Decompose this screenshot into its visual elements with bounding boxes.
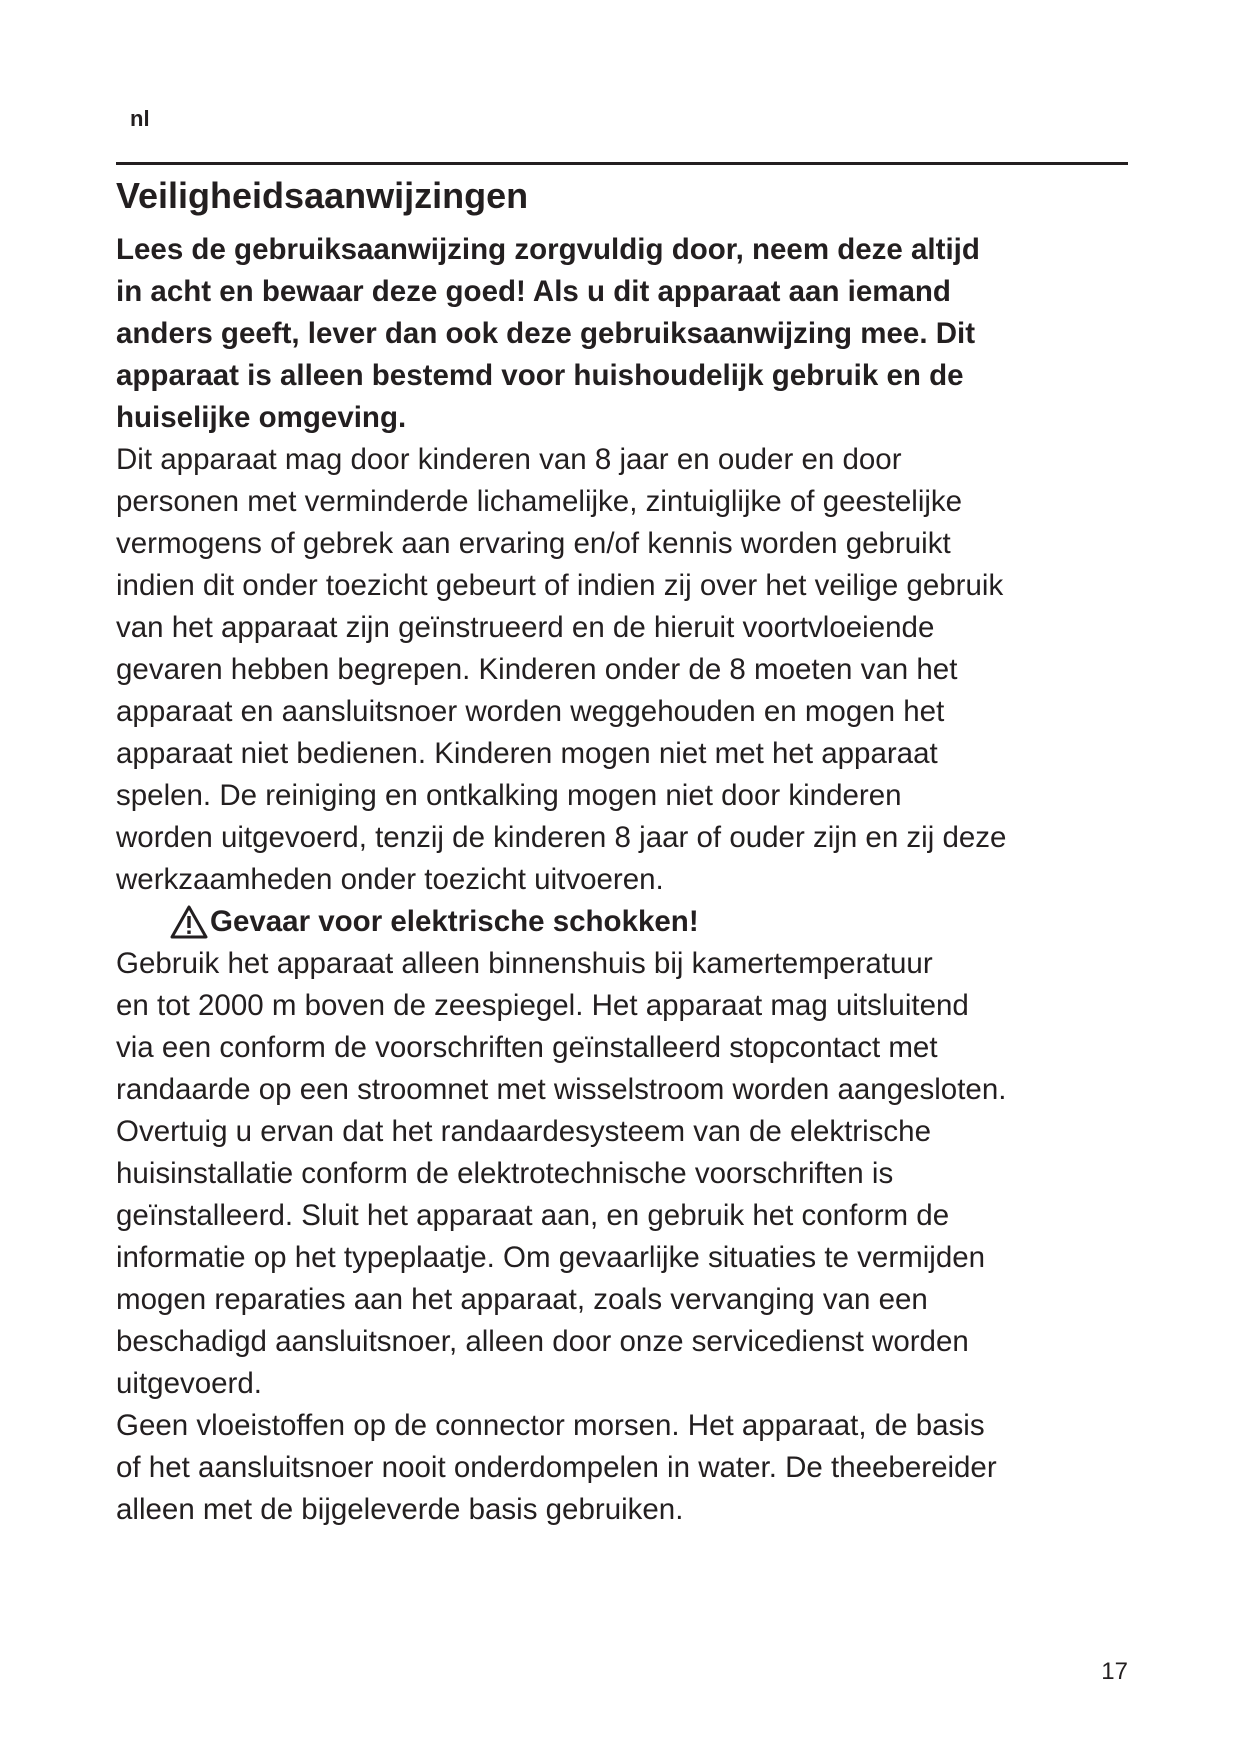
children-line: van het apparaat zijn geïnstrueerd en de hieruit voortvloeiende	[116, 611, 935, 644]
liquid-line: of het aansluitsnoer nooit onderdompelen in water. De theebereider	[116, 1451, 997, 1484]
electrical-line: mogen reparaties aan het apparaat, zoals vervanging van een	[116, 1283, 928, 1316]
intro-paragraph	[116, 229, 1136, 439]
children-line: apparaat niet bedienen. Kinderen mogen niet met het apparaat	[116, 737, 938, 770]
electrical-line: huisinstallatie conform de elektrotechnische voorschriften is	[116, 1157, 894, 1190]
page-number: 17	[1101, 1658, 1128, 1685]
liquid-line: alleen met de bijgeleverde basis gebruiken.	[116, 1493, 684, 1526]
intro-line: in acht en bewaar deze goed! Als u dit apparaat aan iemand	[116, 275, 951, 308]
header-rule	[116, 162, 1128, 165]
children-line: spelen. De reiniging en ontkalking mogen niet door kinderen	[116, 779, 902, 812]
warning-triangle-icon	[170, 905, 208, 939]
children-line: vermogens of gebrek aan ervaring en/of kennis worden gebruikt	[116, 527, 951, 560]
children-line: gevaren hebben begrepen. Kinderen onder de 8 moeten van het	[116, 653, 958, 686]
electrical-line: Gebruik het apparaat alleen binnenshuis bij kamertemperatuur	[116, 947, 933, 980]
language-code: nl	[130, 106, 150, 131]
intro-line: apparaat is alleen bestemd voor huishoudelijk gebruik en de	[116, 359, 964, 392]
children-line: personen met verminderde lichamelijke, zintuiglijke of geestelijke	[116, 485, 963, 518]
electrical-paragraph	[116, 943, 1136, 1405]
electrical-line: beschadigd aansluitsnoer, alleen door onze servicedienst worden	[116, 1325, 969, 1358]
section-title: Veiligheidsaanwijzingen	[116, 175, 529, 216]
electrical-line: randaarde op een stroomnet met wisselstroom worden aangesloten.	[116, 1073, 1007, 1106]
electrical-line: geïnstalleerd. Sluit het apparaat aan, en gebruik het conform de	[116, 1199, 950, 1232]
intro-line: huiselijke omgeving.	[116, 401, 407, 434]
electrical-line: via een conform de voorschriften geïnstalleerd stopcontact met	[116, 1031, 938, 1064]
liquid-line: Geen vloeistoffen op de connector morsen. Het apparaat, de basis	[116, 1409, 985, 1442]
electrical-line: en tot 2000 m boven de zeespiegel. Het apparaat mag uitsluitend	[116, 989, 969, 1022]
children-line: werkzaamheden onder toezicht uitvoeren.	[116, 863, 664, 896]
electric-shock-warning	[116, 901, 1136, 943]
warning-label: Gevaar voor elektrische schokken!	[210, 905, 699, 938]
intro-line: anders geeft, lever dan ook deze gebruiksaanwijzing mee. Dit	[116, 317, 976, 350]
liquid-paragraph	[116, 1405, 1136, 1531]
intro-line: Lees de gebruiksaanwijzing zorgvuldig door, neem deze altijd	[116, 233, 980, 266]
children-paragraph	[116, 439, 1136, 901]
electrical-line: Overtuig u ervan dat het randaardesysteem van de elektrische	[116, 1115, 931, 1148]
children-line: apparaat en aansluitsnoer worden weggehouden en mogen het	[116, 695, 945, 728]
children-line: indien dit onder toezicht gebeurt of indien zij over het veilige gebruik	[116, 569, 1004, 602]
page-content	[116, 172, 1136, 1531]
children-line: Dit apparaat mag door kinderen van 8 jaar en ouder en door	[116, 443, 902, 476]
electrical-line: uitgevoerd.	[116, 1367, 262, 1400]
children-line: worden uitgevoerd, tenzij de kinderen 8 jaar of ouder zijn en zij deze	[116, 821, 1007, 854]
electrical-line: informatie op het typeplaatje. Om gevaarlijke situaties te vermijden	[116, 1241, 986, 1274]
